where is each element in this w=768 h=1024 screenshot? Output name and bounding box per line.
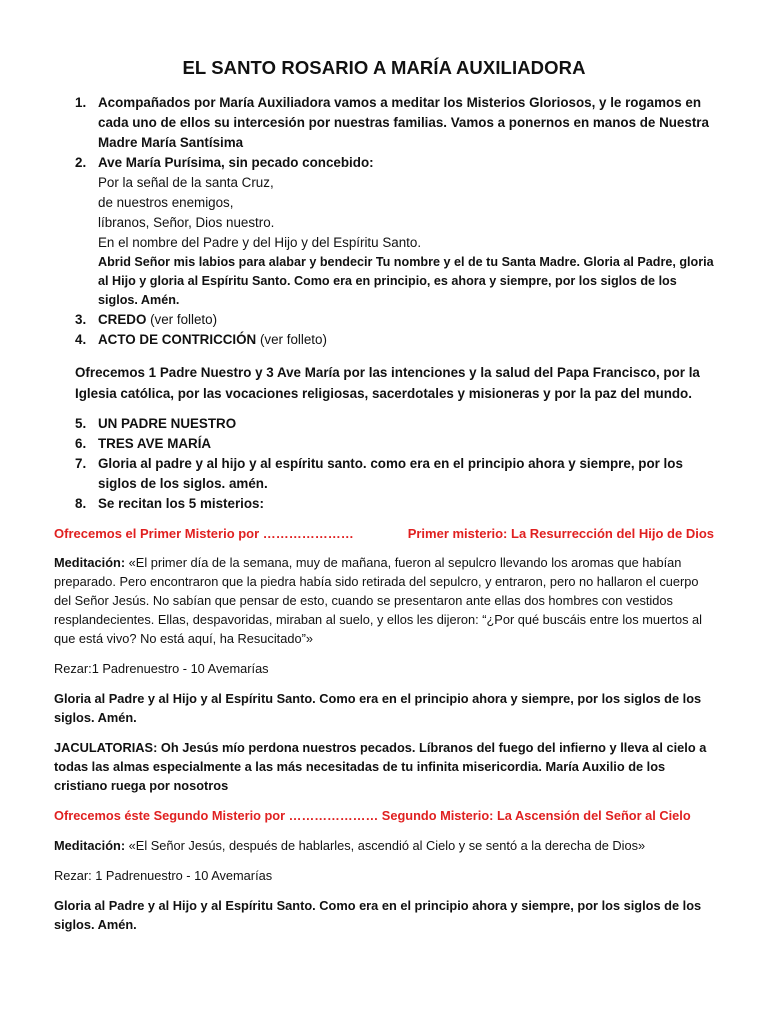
first-rezar: Rezar:1 Padrenuestro - 10 Avemarías xyxy=(54,661,269,676)
item-number: 8. xyxy=(75,496,87,511)
second-rezar: Rezar: 1 Padrenuestro - 10 Avemarías xyxy=(54,868,273,883)
list-item xyxy=(54,330,714,350)
meditation-label: Meditación: xyxy=(54,555,126,570)
list-item xyxy=(54,153,714,310)
prayer-line: Por la señal de la santa Cruz, xyxy=(98,175,274,190)
list-item xyxy=(54,414,714,434)
second-mystery-header: Ofrecemos éste Segundo Misterio por ………………… Segundo Misterio: La Ascensión del Señor al Cielo xyxy=(54,808,691,823)
item-number: 4. xyxy=(75,332,87,347)
item-text: Gloria al padre y al hijo y al espíritu santo. como era en el principio ahora y siempre, por los siglos de los siglos. amén. xyxy=(98,456,683,491)
prayer-line: En el nombre del Padre y del Hijo y del Espíritu Santo. xyxy=(98,235,422,250)
item-text: TRES AVE MARÍA xyxy=(98,436,212,451)
first-mystery-offer: Ofrecemos el Primer Misterio por ………………… xyxy=(54,526,354,541)
item-bold-text: ACTO DE CONTRICCIÓN xyxy=(98,332,257,347)
second-gloria: Gloria al Padre y al Hijo y al Espíritu Santo. Como era en el principio ahora y siempre, por los siglos de los siglos. Amén. xyxy=(54,898,702,932)
list-item xyxy=(54,310,714,330)
item-text: Acompañados por María Auxiliadora vamos a meditar los Misterios Gloriosos, y le rogamos en cada uno de ellos su intercesión por nuestras familias. Vamos a ponernos en manos de Nuestra Madre María Santísima xyxy=(98,95,709,150)
prayer-line: líbranos, Señor, Dios nuestro. xyxy=(98,215,275,230)
item-number: 3. xyxy=(75,312,87,327)
item-note: (ver folleto) xyxy=(256,332,327,347)
first-gloria: Gloria al Padre y al Hijo y al Espíritu Santo. Como era en el principio ahora y siempre, por los siglos de los siglos. Amén. xyxy=(54,691,702,725)
intro-list xyxy=(54,93,714,350)
second-meditation xyxy=(54,836,714,855)
item-number: 1. xyxy=(75,95,87,110)
first-mystery-header xyxy=(54,526,714,541)
item-heading: Ave María Purísima, sin pecado concebido: xyxy=(98,155,374,170)
item-number: 5. xyxy=(75,416,87,431)
first-mystery-title: Primer misterio: La Resurrección del Hijo de Dios xyxy=(407,526,714,541)
meditation-text: «El primer día de la semana, muy de mañana, fueron al sepulcro llevando los aromas que habían preparado. Pero encontraron que la piedra había sido retirada del sepulcro, y entraron, pero no hallaron el cuerpo del Señor Jesús. No sabían que pensar de esto, cuando se presentaron ante ellas dos hombres con vestidos resplandecientes. Ellas, despavoridas, miraban al suelo, y ellos les dijeron: “¿Por qué buscáis entre los muertos al que está vivo? No está aquí, ha Resucitado”» xyxy=(54,555,702,646)
item-number: 7. xyxy=(75,456,87,471)
item-text: UN PADRE NUESTRO xyxy=(98,416,237,431)
jaculatorias: JACULATORIAS: Oh Jesús mío perdona nuestros pecados. Líbranos del fuego del infierno y lleva al cielo a todas las almas especialmente a las más necesitadas de tu infinita misericordia. María Auxilio de los cristiano ruega por nosotros xyxy=(54,740,707,793)
item-note: (ver folleto) xyxy=(146,312,218,327)
page-title: EL SANTO ROSARIO A MARÍA AUXILIADORA xyxy=(182,57,586,78)
prayer-line: de nuestros enemigos, xyxy=(98,195,234,210)
meditation-text: «El Señor Jesús, después de hablarles, ascendió al Cielo y se sentó a la derecha de Dios» xyxy=(125,838,646,853)
first-meditation xyxy=(54,553,714,648)
item-text: Se recitan los 5 misterios: xyxy=(98,496,264,511)
item-number: 2. xyxy=(75,155,87,170)
list-item xyxy=(54,494,714,514)
opening-prayer: Abrid Señor mis labios para alabar y bendecir Tu nombre y el de tu Santa Madre. Gloria al Padre, gloria al Hijo y gloria al Espíritu Santo. Como era en principio, es ahora y siempre, por los siglos de los siglos. Amén. xyxy=(98,255,714,307)
steps-list xyxy=(54,414,714,514)
item-number: 6. xyxy=(75,436,87,451)
offering-paragraph: Ofrecemos 1 Padre Nuestro y 3 Ave María por las intenciones y la salud del Papa Francisco, por la Iglesia católica, por las vocaciones religiosas, sacerdotales y misioneras y por la paz del mundo. xyxy=(75,365,700,401)
list-item xyxy=(54,454,714,494)
list-item xyxy=(54,434,714,454)
list-item xyxy=(54,93,714,153)
item-bold-text: CREDO xyxy=(98,312,147,327)
meditation-label: Meditación: xyxy=(54,838,126,853)
